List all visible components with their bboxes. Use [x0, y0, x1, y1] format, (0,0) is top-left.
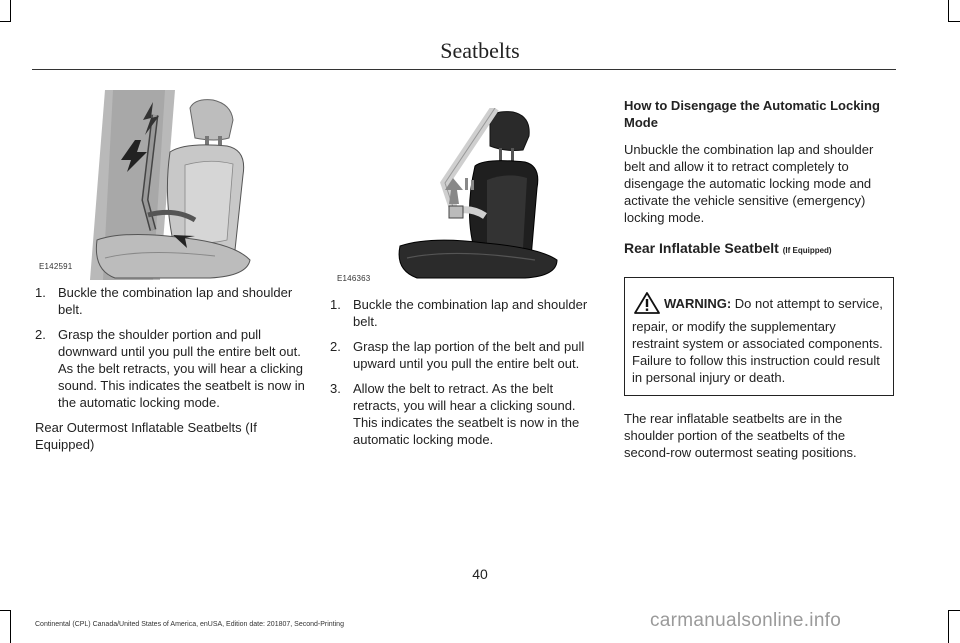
figure-code-left: E142591	[39, 262, 73, 271]
step-text: Grasp the shoulder portion and pull downward until you pull the entire belt out. As the belt retracts, you will hear a clicking sound. This indicates the seatbelt is now in the automatic locking mode.	[58, 327, 305, 410]
crop-mark-top-right-h	[948, 21, 960, 22]
subheading-disengage: How to Disengage the Automatic Locking Mode	[624, 98, 880, 130]
section-title	[624, 240, 894, 259]
paragraph-unbuckle: Unbuckle the combination lap and shoulder belt and allow it to retract completely to disengage the automatic locking mode and activate the vehicle sensitive (emergency) locking mode.	[624, 142, 874, 225]
crop-mark-bottom-right-h	[948, 610, 960, 611]
seat-lap-belt-illustration	[335, 108, 605, 286]
figure-seat-lap-belt	[335, 108, 605, 286]
figure-code-middle: E146363	[337, 274, 371, 283]
crop-mark-top-left-h	[0, 21, 11, 22]
watermark-logo: carmanualsonline.info	[650, 610, 842, 631]
crop-mark-top-left-v	[10, 0, 11, 22]
page-title: Seatbelts	[440, 38, 520, 63]
header-divider	[32, 69, 896, 70]
footer-edition: Continental (CPL) Canada/United States of America, enUSA, Edition date: 201807, Second-Printing	[35, 621, 344, 628]
list-item	[35, 284, 307, 318]
crop-mark-bottom-right-v	[948, 610, 949, 643]
crop-mark-top-right-v	[948, 0, 949, 22]
warning-label: WARNING:	[664, 296, 732, 311]
right-column	[624, 97, 894, 471]
step-number: 1.	[330, 297, 341, 312]
warning-box	[624, 277, 894, 396]
middle-column	[330, 296, 602, 456]
section-title-suffix: (If Equipped)	[782, 246, 832, 255]
step-number: 2.	[330, 339, 341, 354]
warning-triangle-icon	[634, 292, 660, 318]
step-text: Buckle the combination lap and shoulder belt.	[58, 285, 293, 317]
step-text: Buckle the combination lap and shoulder belt.	[353, 297, 588, 329]
section-title-text: Rear Inflatable Seatbelt	[624, 240, 779, 256]
page-number: 40	[472, 566, 488, 582]
left-steps-list	[35, 284, 307, 411]
list-item	[330, 380, 602, 448]
paragraph-rear-outermost: Rear Outermost Inflatable Seatbelts (If Equipped)	[35, 420, 257, 452]
left-column	[35, 284, 307, 463]
crop-mark-bottom-left-h	[0, 610, 11, 611]
step-text: Allow the belt to retract. As the belt retracts, you will hear a clicking sound. This indicates the seatbelt is now in the automatic locking mode.	[353, 381, 580, 447]
step-number: 3.	[330, 381, 341, 396]
step-number: 2.	[35, 327, 46, 342]
list-item	[330, 338, 602, 372]
list-item	[330, 296, 602, 330]
paragraph-rear-inflatable: The rear inflatable seatbelts are in the shoulder portion of the seatbelts of the second-row outermost seating positions.	[624, 411, 857, 460]
middle-steps-list	[330, 296, 602, 448]
step-number: 1.	[35, 285, 46, 300]
list-item	[35, 326, 307, 411]
seat-shoulder-belt-illustration	[35, 80, 305, 280]
warning-text: Do not attempt to service, repair, or modify the supplementary restraint system or associated components. Failure to follow this instruction could result in personal injury or death.	[632, 296, 883, 385]
crop-mark-bottom-left-v	[10, 610, 11, 643]
figure-seat-shoulder-belt	[35, 80, 305, 280]
step-text: Grasp the lap portion of the belt and pull upward until you pull the entire belt out.	[353, 339, 585, 371]
